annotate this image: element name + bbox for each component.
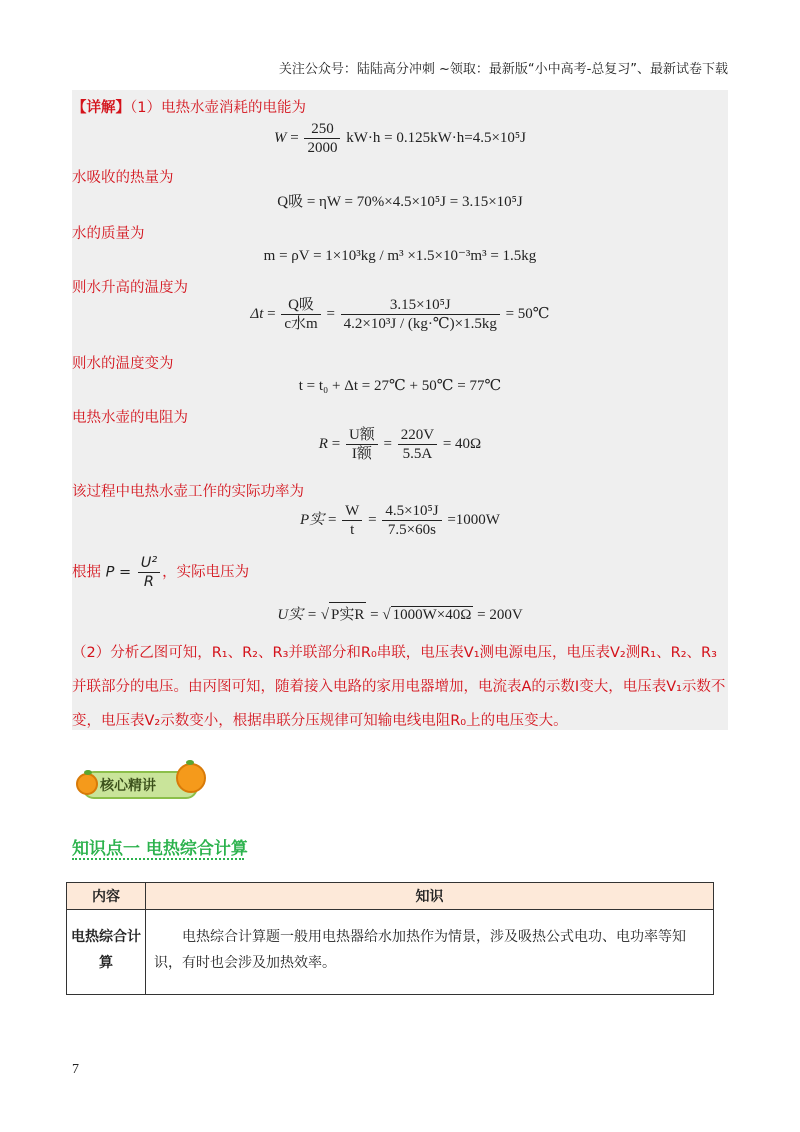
header-content: 内容	[67, 883, 146, 910]
formula-heat: Q吸 = ηW = 70%×4.5×10⁵J = 3.15×10⁵J	[277, 194, 523, 210]
formula-mass: m = ρV = 1×10³kg / m³ ×1.5×10⁻³m³ = 1.5kg	[263, 248, 537, 264]
section-title: 知识点一 电热综合计算	[72, 839, 248, 859]
leaf-icon	[84, 770, 92, 775]
table-header-row	[67, 883, 714, 910]
solution-box	[72, 90, 728, 730]
step8-text: 根据 P = $\frac{\text{U²}}{R}$ ，实际电压为	[72, 555, 250, 590]
formula-voltage: U实 = √ P实R = √ 1000W×40Ω = 200V	[72, 602, 728, 624]
part2-paragraph: （2）分析乙图可知，R₁、R₂、R₃并联部分和R₀串联，电压表V₁测电源电压，电压表V₂测R₁、R₂、R₃并联部分的电压。由丙图可知，随着接入电路的家用电器增加，电流表A的示数I变大，电压表V₁示数不变，电压表V₂示数变小，根据串联分压规律可知输电线电阻R₀上的电压变大。	[72, 645, 726, 729]
formula-resistance: R = $\frac{\text{U额}}{\text{I额}}$ = $\frac{220V}{5.5A}$ = 40Ω	[318, 427, 482, 462]
fraction: $\frac{250}{2000}$	[304, 120, 340, 157]
badge-label: 核心精讲	[100, 778, 156, 794]
category-cell: 电热综合计算	[67, 910, 146, 995]
core-badge	[76, 763, 204, 799]
orange-icon	[176, 763, 206, 793]
step5-text: 则水的温度变为	[72, 356, 174, 372]
table-row	[67, 910, 714, 995]
step2-text: 水吸收的热量为	[72, 170, 174, 186]
leaf-icon	[186, 760, 194, 765]
formula-power: P实 = $\frac{W}{t}$ = $\frac{\text{4.5×10⁵J}}{7.5\times 60s}$ =1000W	[300, 503, 500, 538]
knowledge-table	[66, 882, 714, 995]
header-note: 关注公众号：陆陆高分冲刺 ~领取：最新版“小中高考-总复习”、最新试卷下载	[278, 62, 728, 77]
step1-text: （1）电热水壶消耗的电能为	[130, 100, 306, 116]
page-number: 7	[72, 1062, 79, 1077]
step4-text: 则水升高的温度为	[72, 280, 188, 296]
content-cell: 电热综合计算题一般用电热器给水加热作为情景，涉及吸热公式电功、电功率等知识，有时也会涉及加热效率。	[146, 910, 714, 995]
title-underline	[72, 858, 244, 860]
solution-tag: 【详解】	[72, 100, 130, 116]
step7-text: 该过程中电热水壶工作的实际功率为	[72, 484, 304, 500]
step3-text: 水的质量为	[72, 226, 145, 242]
formula-temp-rise: Δt = $\frac{\text{Q吸}}{\text{c水m}}$ = $\frac{\text{3.15×10⁵J}}{\text{4.2×10³J / (kg·℃)×1.5kg}}$ = 50℃	[250, 297, 550, 332]
step6-text: 电热水壶的电阻为	[72, 410, 188, 426]
formula-energy: W = $\frac{250}{2000}$ kW·h = 0.125kW·h=4.5×10⁵J	[274, 121, 526, 156]
header-knowledge: 知识	[146, 883, 714, 910]
formula-final-temp: t = t₀ + Δt = 27℃ + 50℃ = 77℃	[298, 378, 502, 394]
orange-icon	[76, 773, 98, 795]
solution-intro	[72, 96, 306, 117]
